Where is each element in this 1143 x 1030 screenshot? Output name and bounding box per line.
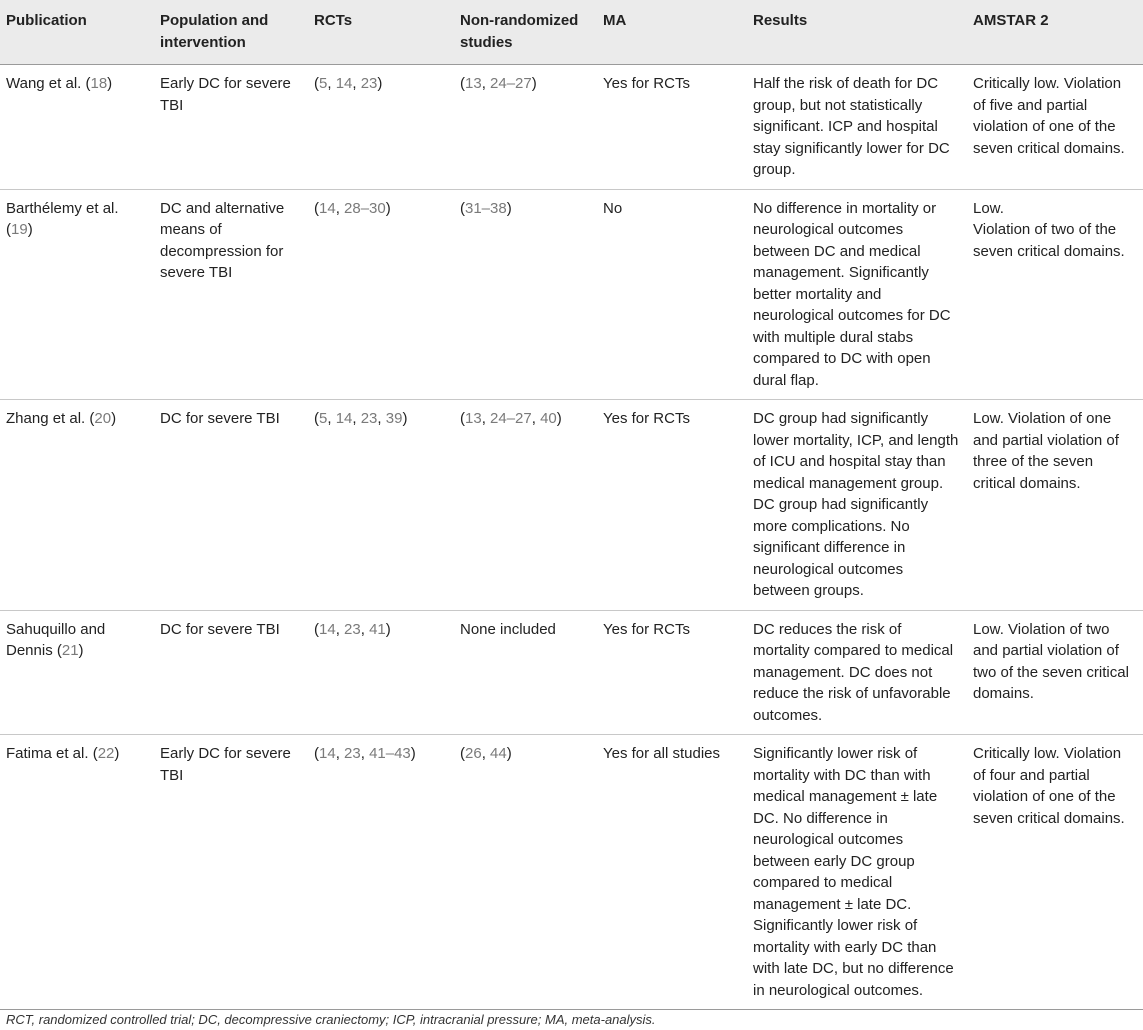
- rcts-separator: ,: [335, 745, 345, 762]
- publication-close-paren: ): [114, 745, 120, 762]
- header-population: Population and intervention: [160, 12, 269, 51]
- rcts-ref-link[interactable]: 41–43: [369, 745, 411, 762]
- publication-author: Sahuquillo and Dennis (: [6, 620, 106, 659]
- rcts-ref-link[interactable]: 23: [360, 75, 378, 92]
- header-row: [0, 0, 1143, 65]
- nonrandomized-open-paren: (: [460, 199, 465, 217]
- nonrandomized-open-paren: (: [460, 410, 465, 427]
- rcts-separator: ,: [377, 410, 386, 427]
- rcts-close-paren: ): [402, 410, 408, 427]
- cell-amstar: Low. Violation of two of the seven critical domains.: [973, 199, 1125, 260]
- nonrandomized-ref-link[interactable]: 26: [465, 745, 482, 762]
- rcts-ref-link[interactable]: 41: [369, 620, 386, 638]
- publication-close-paren: ): [27, 221, 33, 238]
- cell-population: DC and alternative means of decompression for severe TBI: [160, 199, 285, 281]
- rcts-ref-link[interactable]: 39: [385, 410, 403, 427]
- rcts-ref-link[interactable]: 23: [344, 745, 361, 762]
- cell-results: Half the risk of death for DC group, but not statistically significant. ICP and hospital stay significantly lower for DC group.: [753, 75, 950, 178]
- cell-rcts: [308, 189, 454, 400]
- rcts-ref-link[interactable]: 5: [319, 75, 328, 92]
- rcts-open-paren: (: [314, 620, 319, 638]
- rcts-open-paren: (: [314, 745, 319, 762]
- cell-ma: No: [603, 199, 623, 217]
- publication-ref-link[interactable]: 22: [97, 745, 115, 762]
- cell-amstar: Critically low. Violation of five and partial violation of one of the seven critical domains.: [973, 75, 1125, 157]
- header-ma: MA: [603, 12, 627, 29]
- cell-nonrandomized: [454, 400, 597, 611]
- rcts-separator: ,: [352, 75, 361, 92]
- cell-amstar: Critically low. Violation of four and partial violation of one of the seven critical domains.: [973, 745, 1125, 827]
- rcts-close-paren: ): [377, 75, 383, 92]
- cell-rcts: [308, 735, 454, 1010]
- rcts-open-paren: (: [314, 75, 319, 92]
- cell-publication: [0, 400, 154, 611]
- rcts-separator: ,: [327, 410, 336, 427]
- cell-nonrandomized: [454, 65, 597, 190]
- table-row: [0, 400, 1143, 611]
- publication-ref-link[interactable]: 20: [94, 410, 112, 427]
- cell-publication: [0, 189, 154, 400]
- header-publication: Publication: [6, 12, 87, 29]
- table-footnote: RCT, randomized controlled trial; DC, decompressive craniectomy; ICP, intracranial pressure; MA, meta-analysis.: [6, 1012, 656, 1027]
- cell-ma: Yes for RCTs: [603, 75, 690, 92]
- nonrandomized-ref-link[interactable]: 24–27: [490, 75, 532, 92]
- header-amstar: AMSTAR 2: [973, 12, 1049, 29]
- nonrandomized-ref-link[interactable]: 44: [490, 745, 507, 762]
- publication-author: Zhang et al. (: [6, 410, 95, 427]
- publication-close-paren: ): [107, 75, 113, 92]
- rcts-ref-link[interactable]: 23: [360, 410, 378, 427]
- cell-amstar: Low. Violation of two and partial violation of two of the seven critical domains.: [973, 620, 1129, 702]
- rcts-open-paren: (: [314, 410, 319, 427]
- nonrandomized-close-paren: ): [506, 745, 512, 762]
- rcts-separator: ,: [360, 620, 370, 638]
- table-row: [0, 610, 1143, 735]
- rcts-close-paren: ): [385, 620, 391, 638]
- cell-population: DC for severe TBI: [160, 410, 280, 427]
- nonrandomized-ref-link[interactable]: 13: [465, 410, 482, 427]
- cell-results: No difference in mortality or neurological outcomes between DC and medical management. Significantly better mortality and neurological outcomes for DC with multiple dural stabs compared to DC with open dural flap.: [753, 199, 951, 389]
- publication-ref-link[interactable]: 18: [90, 75, 108, 92]
- nonrandomized-separator: ,: [481, 75, 491, 92]
- cell-results: Significantly lower risk of mortality with DC than with medical management ± late DC. No difference in neurological outcomes between early DC group compared to medical management ± late DC. Significantly lower risk of mortality with early DC than with late DC, but no difference in neurological outcomes.: [753, 745, 954, 999]
- rcts-ref-link[interactable]: 14: [335, 410, 353, 427]
- table-row: [0, 65, 1143, 190]
- rcts-ref-link[interactable]: 23: [344, 620, 361, 638]
- rcts-ref-link[interactable]: 14: [319, 620, 336, 638]
- publication-ref-link[interactable]: 21: [61, 642, 79, 659]
- publication-ref-link[interactable]: 19: [11, 221, 28, 238]
- table-row: [0, 735, 1143, 1010]
- cell-population: Early DC for severe TBI: [160, 745, 291, 784]
- nonrandomized-separator: ,: [481, 410, 491, 427]
- cell-rcts: [308, 400, 454, 611]
- nonrandomized-ref-link[interactable]: 24–27: [490, 410, 532, 427]
- nonrandomized-separator: ,: [481, 745, 491, 762]
- cell-amstar: Low. Violation of one and partial violation of three of the seven critical domains.: [973, 410, 1119, 492]
- nonrandomized-close-paren: ): [506, 199, 512, 217]
- rcts-open-paren: (: [314, 199, 319, 217]
- nonrandomized-separator: ,: [531, 410, 541, 427]
- nonrandomized-ref-link[interactable]: 40: [540, 410, 557, 427]
- cell-nonrandomized: [454, 189, 597, 400]
- publication-close-paren: ): [111, 410, 117, 427]
- header-nonrandomized: Non-randomized studies: [460, 12, 579, 51]
- table-body: [0, 65, 1143, 1010]
- publication-author: Barthélemy et al. (: [6, 199, 119, 238]
- cell-publication: [0, 735, 154, 1010]
- header-results: Results: [753, 12, 808, 29]
- cell-population: Early DC for severe TBI: [160, 75, 291, 114]
- cell-publication: [0, 610, 154, 735]
- nonrandomized-close-paren: ): [531, 75, 537, 92]
- rcts-close-paren: ): [385, 199, 391, 217]
- cell-rcts: [308, 65, 454, 190]
- table-row: [0, 189, 1143, 400]
- cell-results: DC group had significantly lower mortality, ICP, and length of ICU and hospital stay than medical management group. DC group had significantly more complications. No significant difference in neurological outcomes between groups.: [753, 410, 959, 599]
- cell-publication: [0, 65, 154, 190]
- rcts-separator: ,: [327, 75, 336, 92]
- nonrandomized-ref-link[interactable]: 31–38: [465, 199, 507, 217]
- cell-results: DC reduces the risk of mortality compared to medical management. DC does not reduce the risk of unfavorable outcomes.: [753, 620, 954, 724]
- cell-rcts: [308, 610, 454, 735]
- nonrandomized-close-paren: ): [556, 410, 562, 427]
- rcts-close-paren: ): [410, 745, 416, 762]
- header-rcts: RCTs: [314, 12, 353, 29]
- publication-author: Fatima et al. (: [6, 745, 98, 762]
- rcts-separator: ,: [335, 199, 345, 217]
- rcts-ref-link[interactable]: 5: [319, 410, 328, 427]
- cell-ma: Yes for all studies: [603, 745, 721, 762]
- publication-author: Wang et al. (: [6, 75, 91, 92]
- cell-nonrandomized: None included: [460, 620, 556, 638]
- cell-ma: Yes for RCTs: [603, 620, 690, 638]
- rcts-ref-link[interactable]: 14: [319, 745, 336, 762]
- rcts-separator: ,: [352, 410, 361, 427]
- rcts-ref-link[interactable]: 14: [319, 199, 336, 217]
- rcts-separator: ,: [335, 620, 345, 638]
- rcts-ref-link[interactable]: 28–30: [344, 199, 386, 217]
- rcts-separator: ,: [360, 745, 370, 762]
- publication-close-paren: ): [78, 642, 84, 659]
- nonrandomized-ref-link[interactable]: 13: [465, 75, 482, 92]
- rcts-ref-link[interactable]: 14: [335, 75, 353, 92]
- nonrandomized-open-paren: (: [460, 75, 465, 92]
- cell-population: DC for severe TBI: [160, 620, 280, 638]
- cell-ma: Yes for RCTs: [603, 410, 690, 427]
- cell-nonrandomized: [454, 735, 597, 1010]
- nonrandomized-open-paren: (: [460, 745, 465, 762]
